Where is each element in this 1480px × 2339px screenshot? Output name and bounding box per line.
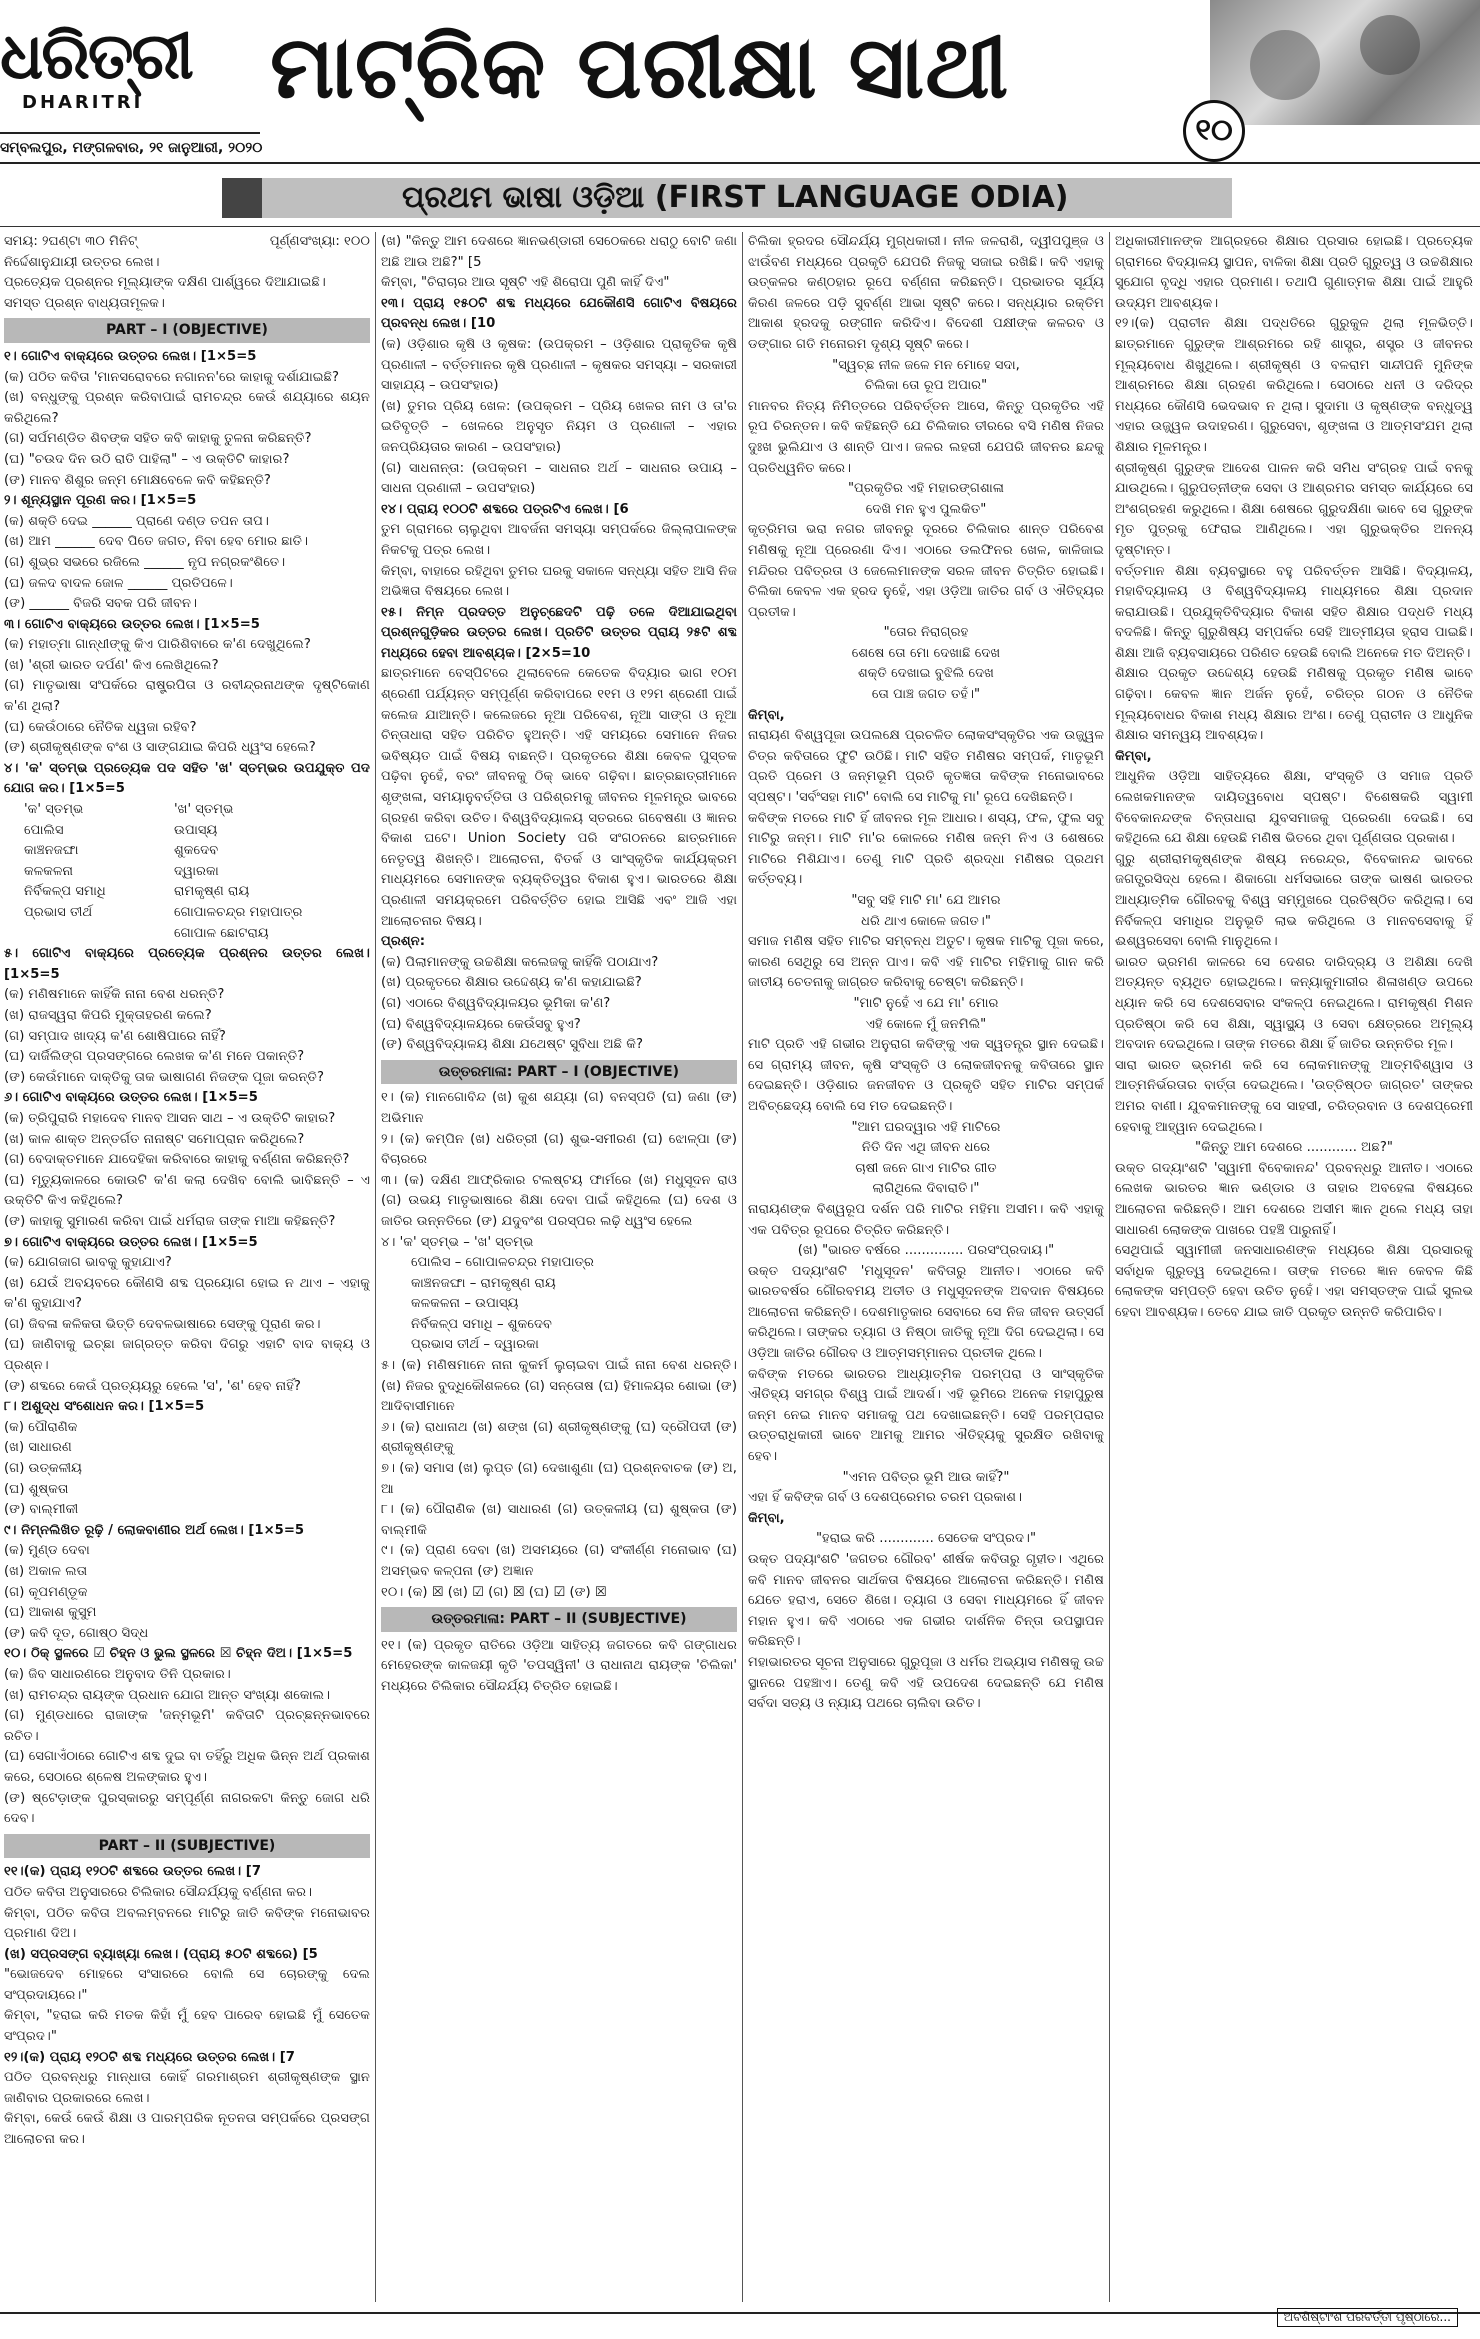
question-heading: ୪। 'କ' ସ୍ତମ୍ଭ ପ୍ରତ୍ୟେକ ପଦ ସହିତ 'ଖ' ସ୍ତମ୍ଭର ଉପଯୁକ୍ତ ପଦ ଯୋଗ କର। [1×5=5: [4, 760, 370, 797]
answer-paragraph: ମାଟି ପ୍ରତି ଏହି ଗଭୀର ଅନୁରାଗ କବିଙ୍କୁ ଏକ ସ୍ୱତନ୍ତ୍ର ସ୍ଥାନ ଦେଇଛି। ସେ ଗ୍ରାମ୍ୟ ଜୀବନ, କୃଷି ସଂସ୍କୃତି ଓ ଲୋକଜୀବନକୁ କବିତାରେ ସ୍ଥାନ ଦେଇଛନ୍ତି। ଓଡ଼ିଶାର ଜନଜୀବନ ଓ ପ୍ରକୃତି ସହିତ ମାଟିର ସମ୍ପର୍କ ଅବିଚ୍ଛେଦ୍ୟ ବୋଲି ସେ ମତ ଦେଇଛନ୍ତି।: [748, 1037, 1104, 1114]
question-item: (କ) ଓଡ଼ିଶାର କୃଷି ଓ କୃଷକ: (ଉପକ୍ରମ – ଓଡ଼ିଶାର ପ୍ରାକୃତିକ କୃଷି ପ୍ରଣାଳୀ – ବର୍ତ୍ତମାନର କୃଷି ପ୍ରଣାଳୀ – କୃଷକର ସମସ୍ୟା – ସରକାରୀ ସାହାଯ୍ୟ – ଉପସଂହାର): [381, 336, 737, 394]
or-label: କିମ୍ବା,: [1115, 748, 1152, 764]
exam-meta-row: [4, 232, 370, 253]
question-item: (ଖ) 'ଶ୍ରୀ ଭାରତ ଦର୍ପଣ' କିଏ ଲେଖିଥିଲେ?: [4, 657, 219, 673]
answer-key-heading: ଉତ୍ତରମାଳା: PART – I (OBJECTIVE): [381, 1060, 737, 1085]
answer-paragraph: କୃତ୍ରିମତା ଭରା ନଗର ଜୀବନରୁ ଦୂରରେ ଚିଲିକାର ଶାନ୍ତ ପରିବେଶ ମଣିଷକୁ ନୂଆ ପ୍ରେରଣା ଦିଏ। ଏଠାରେ ଡଲଫିନର ଖେଳ, କାଳିଜାଇ ମନ୍ଦିରର ପବିତ୍ରତା ଓ ଜେଲେମାନଙ୍କ ସରଳ ଜୀବନ ଚିତ୍ରିତ ହୋଇଛି। ଚିଲିକା କେବଳ ଏକ ହ୍ରଦ ନୁହେଁ, ଏହା ଓଡ଼ିଆ ଜାତିର ଗର୍ବ ଓ ଐତିହ୍ୟର ପ୍ରତୀକ।: [748, 522, 1104, 620]
section-title: ପ୍ରଥମ ଭାଷା ଓଡ଼ିଆ (FIRST LANGUAGE ODIA): [402, 180, 1069, 215]
question-heading: ୧। ଗୋଟିଏ ବାକ୍ୟରେ ଉତ୍ତର ଲେଖ। [1×5=5: [4, 348, 257, 364]
question-heading: ୩। ଗୋଟିଏ ବାକ୍ୟରେ ଉତ୍ତର ଲେଖ। [1×5=5: [4, 616, 260, 632]
question-item: କିମ୍ବା, ବାହାରେ ରହିଥିବା ତୁମର ଘରକୁ ସକାଳେ ସନ୍ଧ୍ୟା ସହିତ ଆସି ନିଜ ଅଭିଜ୍ଞତା ବିଷୟରେ ଲେଖ।: [381, 563, 737, 600]
answer-paragraph: ୧୨।(କ) ପ୍ରାଚୀନ ଶିକ୍ଷା ପଦ୍ଧତିରେ ଗୁରୁକୁଳ ଥିଲା ମୂଳଭିତ୍ତି। ଛାତ୍ରମାନେ ଗୁରୁଙ୍କ ଆଶ୍ରମରେ ରହି ଶାସ୍ତ୍ର, ଶସ୍ତ୍ର ଓ ଜୀବନର ମୂଲ୍ୟବୋଧ ଶିଖୁଥିଲେ। ଶ୍ରୀକୃଷ୍ଣ ଓ ବଳରାମ ସାନ୍ଦୀପନି ମୁନିଙ୍କ ଆଶ୍ରମରେ ଶିକ୍ଷା ଗ୍ରହଣ କରିଥିଲେ। ସେଠାରେ ଧନୀ ଓ ଦରିଦ୍ର ମଧ୍ୟରେ କୌଣସି ଭେଦଭାବ ନ ଥିଲା। ସୁଦାମା ଓ କୃଷ୍ଣଙ୍କ ବନ୍ଧୁତ୍ୱ ଏହାର ଉଜ୍ଜ୍ୱଳ ଉଦାହରଣ। ଗୁରୁସେବା, ଶୃଙ୍ଖଳା ଓ ଆତ୍ମସଂଯମ ଥିଲା ଶିକ୍ଷାର ମୂଳମନ୍ତ୍ର।: [1115, 316, 1473, 455]
logo-latin-text: DHARITRI: [22, 92, 144, 113]
masthead: [0, 0, 1480, 156]
logo-odia-text: ଧରିତ୍ରୀ: [0, 19, 192, 94]
answer-paragraph: ମହାଭାରତର ସୂଚନା ଅନୁସାରେ ଗୁରୁପୂଜା ଓ ଧର୍ମର ଅଭ୍ୟାସ ମଣିଷକୁ ଉଚ୍ଚ ସ୍ଥାନରେ ପହଞ୍ଚାଏ। ତେଣୁ କବି ଏହି ଉପଦେଶ ଦେଇଛନ୍ତି ଯେ ମଣିଷ ସର୍ବଦା ସତ୍ୟ ଓ ନ୍ୟାୟ ପଥରେ ଚାଲିବା ଉଚିତ।: [748, 1654, 1104, 1712]
answer-item: ୧୦। (କ) ☒ (ଖ) ☑ (ଗ) ☒ (ଘ) ☑ (ଙ) ☒: [381, 1584, 607, 1600]
match-row: [24, 882, 370, 903]
question-heading: ୧୨।(କ) ପ୍ରାୟ ୧୨୦ଟି ଶବ୍ଦ ମଧ୍ୟରେ ଉତ୍ତର ଲେଖ। [7: [4, 2049, 295, 2065]
question-item: (ଙ) ଶ୍ରୀକୃଷ୍ଣଙ୍କ ବଂଶ ଓ ସାଙ୍ଗଯାଇ କିପରି ଧ୍ୱଂସ ହେଲେ?: [4, 740, 316, 756]
question-heading: ୧୩। ପ୍ରାୟ ୧୫୦ଟି ଶବ୍ଦ ମଧ୍ୟରେ ଯେକୌଣସି ଗୋଟିଏ ବିଷୟରେ ପ୍ରବନ୍ଧ ଲେଖ। [10: [381, 295, 737, 332]
question-item: (ଙ) ______ ବିଜରି ସବକ ପରି ଜୀବନ।: [4, 596, 198, 612]
question-item: (ଙ) କାହାକୁ ସୁମାରଣ କରିବା ପାଇଁ ଧର୍ମରାଜ ତାଙ୍କ ମାଆ କହିଛନ୍ତି?: [4, 1213, 336, 1229]
question-item: (ଘ) ଜଳଦ ବାଦଳ ଜୋଳ ______ ପ୍ରତିପଳେ।: [4, 575, 233, 591]
question-item: (ଖ) "କିନ୍ତୁ ଆମ ଦେଶରେ ଜ୍ଞାନଭଣ୍ଡାରୀ ସେଠେକରେ ଧରାଠୁ ବୋଟି ଜଣା ଅଛି ଆଉ ଅଛି?" [5: [381, 234, 737, 270]
question-item: (ଘ) ଆକାଶ କୁସୁମ: [4, 1605, 97, 1621]
answer-paragraph: ଏହା ହିଁ କବିଙ୍କ ଗର୍ବ ଓ ଦେଶପ୍ରେମର ଚରମ ପ୍ରକାଶ।: [748, 1490, 1023, 1506]
answer-item: ୬। (କ) ରାଧାନାଥ (ଖ) ଶଙ୍ଖ (ଗ) ଶ୍ରୀକୃଷ୍ଣଙ୍କୁ (ଘ) ଦ୍ରୌପଦୀ (ଙ) ଶ୍ରୀକୃଷ୍ଣଙ୍କୁ: [381, 1419, 737, 1456]
section-banner: [222, 178, 1232, 218]
question-item: (କ) ଜିବ ସାଧାରଣରେ ଅନୁବାଦ ତିନି ପ୍ରକାର।: [4, 1666, 231, 1682]
question-item: (ଘ) ଜାଣିବାକୁ ଇଚ୍ଛା ଜାଗ୍ରତ୍ତ କରିବା ଦିଗରୁ ଏହାଟି ବାଦ ବାକ୍ୟ ଓ ପ୍ରଶ୍ନ।: [4, 1337, 370, 1374]
question-heading: ୬। ଗୋଟିଏ ବାକ୍ୟରେ ଉତ୍ତର ଲେଖ। [1×5=5: [4, 1090, 258, 1106]
question-heading: ୧୫। ନିମ୍ନ ପ୍ରଦତ୍ତ ଅନୁଚ୍ଛେଦଟି ପଢ଼ି ତଳେ ଦିଆଯାଇଥିବା ପ୍ରଶ୍ନଗୁଡ଼ିକର ଉତ୍ତର ଲେଖ। ପ୍ରତିଟି ଉତ୍ତର ପ୍ରାୟ ୨୫ଟି ଶବ୍ଦ ମଧ୍ୟରେ ହେବା ଆବଶ୍ୟକ। [2×5=10: [381, 604, 737, 661]
match-table: [4, 800, 370, 944]
question-heading: ୫। ଗୋଟିଏ ବାକ୍ୟରେ ପ୍ରତ୍ୟେକ ପ୍ରଶ୍ନର ଉତ୍ତର ଲେଖ। [1×5=5: [4, 946, 370, 982]
match-col-a: ପ୍ରଭାସ ତୀର୍ଥ: [24, 905, 93, 920]
exam-full-marks: ପୂର୍ଣ୍ଣସଂଖ୍ୟା: ୧୦୦: [269, 234, 370, 249]
question-heading: (ଖ) ସପ୍ରସଙ୍ଗ ବ୍ୟାଖ୍ୟା ଲେଖ। (ପ୍ରାୟ ୫୦ଟି ଶବ୍ଦରେ) [5: [4, 1946, 318, 1962]
answer-paragraph: ଗୁରୁ ଶ୍ରୀରାମକୃଷ୍ଣଙ୍କ ଶିଷ୍ୟ ନରେନ୍ଦ୍ର, ବିବେକାନନ୍ଦ ଭାବରେ ଜଗତ୍ପ୍ରସିଦ୍ଧ ହେଲେ। ଶିକାଗୋ ଧର୍ମସଭାରେ ତାଙ୍କ ଭାଷଣ ଭାରତର ଆଧ୍ୟାତ୍ମିକ ଗୌରବକୁ ବିଶ୍ୱ ସମ୍ମୁଖରେ ପ୍ରତିଷ୍ଠିତ କରିଥିଲା। ସେ ନିର୍ବିକଳ୍ପ ସମାଧିର ଅନୁଭୂତି ଲାଭ କରିଥିଲେ ଓ ମାନବସେବାକୁ ହିଁ ଈଶ୍ୱରସେବା ବୋଲି ମାନୁଥିଲେ।: [1115, 851, 1473, 950]
column-2: [381, 232, 737, 2307]
answer-item: ୪। 'କ' ସ୍ତମ୍ଭ – 'ଖ' ସ୍ତମ୍ଭ: [381, 1234, 534, 1250]
answer-paragraph: ଚିଲିକା ହ୍ରଦର ସୌନ୍ଦର୍ଯ୍ୟ ମୁଗ୍ଧକାରୀ। ନୀଳ ଜଳରାଶି, ଦ୍ୱୀପପୁଞ୍ଜ ଓ ଝାଉଁବଣ ମଧ୍ୟରେ ପ୍ରକୃତି ଯେପରି ନିଜକୁ ସଜାଇ ରଖିଛି। କବି ଏହାକୁ ଉତ୍କଳର କଣ୍ଠହାର ରୂପେ ବର୍ଣ୍ଣନା କରିଛନ୍ତି। ପ୍ରଭାତର ସୂର୍ଯ୍ୟ କିରଣ ଜଳରେ ପଡ଼ି ସୁବର୍ଣ୍ଣ ଆଭା ସୃଷ୍ଟି କରେ। ସନ୍ଧ୍ୟାର ରକ୍ତିମ ଆକାଶ ହ୍ରଦକୁ ରଙ୍ଗୀନ କରିଦିଏ। ବିଦେଶୀ ପକ୍ଷୀଙ୍କ କଳରବ ଓ ଡଙ୍ଗାର ଗତି ମନୋରମ ଦୃଶ୍ୟ ସୃଷ୍ଟି କରେ।: [748, 234, 1104, 352]
answer-key-heading: ଉତ୍ତରମାଳା: PART – II (SUBJECTIVE): [381, 1607, 737, 1632]
match-row: [24, 800, 370, 821]
question-heading: ୧୧।(କ) ପ୍ରାୟ ୧୨୦ଟି ଶବ୍ଦରେ ଉତ୍ତର ଲେଖ। [7: [4, 1864, 261, 1880]
match-row: [24, 924, 370, 945]
question-item: କିମ୍ବା, "ହରାଇ କରି ମତକ କିହାଁ ମୁଁ ହେବ ପାରେବ ହୋଇଛି ମୁଁ ସେତେକ ସଂପ୍ରଦ।": [4, 2008, 370, 2045]
answer-paragraph: ନାରାୟଣ ବିଶ୍ୱପୂଜା ଉପଲକ୍ଷେ ପ୍ରଚଳିତ ଲୋକସଂସ୍କୃତିର ଏକ ଉଜ୍ଜ୍ୱଳ ଚିତ୍ର କବିତାରେ ଫୁଟି ଉଠିଛି। ମାଟି ସହିତ ମଣିଷର ସମ୍ପର୍କ, ମାତୃଭୂମି ପ୍ରତି ପ୍ରେମ ଓ ଜନ୍ମଭୂମି ପ୍ରତି କୃତଜ୍ଞତା କବିଙ୍କ ମନୋଭାବରେ ସ୍ପଷ୍ଟ। 'ସର୍ବଂସହା ମାଟି' ବୋଲି ସେ ମାଟିକୁ ମା' ରୂପେ ଦେଖିଛନ୍ତି।: [748, 728, 1104, 806]
answer-item: ୯। (କ) ପ୍ରାଣ ଦେବା (ଖ) ଅସମୟରେ (ଗ) ସଂକୀର୍ଣ୍ଣ ମନୋଭାବ (ଘ) ଅସମ୍ଭବ କଳ୍ପନା (ଙ) ଅଜ୍ଞାନ: [381, 1543, 737, 1579]
question-item: (ଖ) ସାଧାରଣ: [4, 1440, 72, 1456]
dateline-divider: [0, 162, 1480, 164]
supplement-title: ମାଟ୍ରିକ ପରୀକ୍ଷା ସାଥୀ: [270, 18, 1010, 118]
match-col-a: 'କ' ସ୍ତମ୍ଭ: [24, 802, 84, 818]
question-item: ତୁମ ଗ୍ରାମରେ ଚାଲୁଥିବା ଆବର୍ଜନା ସମସ୍ୟା ସମ୍ପର୍କରେ ଜିଲ୍ଲାପାଳଙ୍କ ନିକଟକୁ ପତ୍ର ଲେଖ।: [381, 522, 737, 558]
answer-item: ୧। (କ) ମାନଗୋବିନ୍ଦ (ଖ) କୁଶ ଶଯ୍ୟା (ଗ) ବନସ୍ପତି (ଘ) ଜଣା (ଙ) ଅଭିମାନ: [381, 1090, 737, 1126]
answer-paragraph: ସେଥିପାଇଁ ସ୍ୱାମୀଜୀ ଜନସାଧାରଣଙ୍କ ମଧ୍ୟରେ ଶିକ୍ଷା ପ୍ରସାରକୁ ସର୍ବାଧିକ ଗୁରୁତ୍ୱ ଦେଇଥିଲେ। ତାଙ୍କ ମତରେ ଜ୍ଞାନ କେବଳ କିଛି ଲୋକଙ୍କ ସମ୍ପତ୍ତି ହେବା ଉଚିତ ନୁହେଁ। ଏହା ସମସ୍ତଙ୍କ ପାଇଁ ସୁଲଭ ହେବା ଆବଶ୍ୟକ। ତେବେ ଯାଇ ଜାତି ପ୍ରକୃତ ଉନ୍ନତି କରିପାରିବ।: [1115, 1243, 1473, 1320]
question-item: (କ) ପିଲାମାନଙ୍କୁ ଉଚ୍ଚଶିକ୍ଷା କଲେଜକୁ କାହିଁକି ପଠାଯାଏ?: [381, 954, 659, 970]
question-item: (କ) ଯୋଗଜାଗ ଭାବକୁ କୁହାଯାଏ?: [4, 1255, 172, 1271]
question-heading: ୧୦। ଠିକ୍ ସ୍ଥଳରେ ☑ ଚିହ୍ନ ଓ ଭୁଲ ସ୍ଥଳରେ ☒ ଚିହ୍ନ ଦିଅ। [1×5=5: [4, 1646, 353, 1662]
answer-paragraph: ଶିକ୍ଷାର ପ୍ରକୃତ ଉଦ୍ଦେଶ୍ୟ ହେଉଛି ମଣିଷକୁ ପ୍ରକୃତ ମଣିଷ ଭାବେ ଗଢ଼ିବା। କେବଳ ଜ୍ଞାନ ଅର୍ଜନ ନୁହେଁ, ଚରିତ୍ର ଗଠନ ଓ ନୈତିକ ମୂଲ୍ୟବୋଧର ବିକାଶ ମଧ୍ୟ ଶିକ୍ଷାର ଅଂଶ। ତେଣୁ ପ୍ରାଚୀନ ଓ ଆଧୁନିକ ଶିକ୍ଷାର ସମନ୍ୱୟ ଆବଶ୍ୟକ।: [1115, 666, 1473, 744]
section-banner-block: [222, 178, 262, 218]
verse-quote: (ଖ) "ଭାରତ ବର୍ଷରେ .............. ପରସଂପ୍ରଦାୟ।": [797, 1243, 1055, 1259]
answer-paragraph: ୧୧। (କ) ପ୍ରକୃତ ରାତିରେ ଓଡ଼ିଆ ସାହିତ୍ୟ ଜଗତରେ କବି ଗଙ୍ଗାଧର ମେହେରଙ୍କ କାଳଜୟୀ କୃତି 'ତପସ୍ୱିନୀ' ଓ ରାଧାନାଥ ରାୟଙ୍କ 'ଚିଲିକା' ମଧ୍ୟରେ ଚିଲିକାର ସୌନ୍ଦର୍ଯ୍ୟ ଚିତ୍ରିତ ହୋଇଛି।: [381, 1637, 737, 1694]
match-row: [24, 862, 370, 883]
verse-quote: "ପ୍ରକୃତିର ଏହି ମହାରଙ୍ଗଶାଳା ଦେଖି ମନ ହୁଏ ପୁଲକିତ": [847, 481, 1005, 517]
question-item: (ଙ) ଶବ୍ଦରେ କେଉଁ ପ୍ରତ୍ୟୟରୁ ହେଲେ 'ସ', 'ଶ' ହେବ ନାହିଁ?: [4, 1378, 301, 1394]
answer-paragraph: ଉକ୍ତ ପଦ୍ୟାଂଶଟି 'ଜଗତର ଗୌରବ' ଶୀର୍ଷକ କବିତାରୁ ଗୃହୀତ। ଏଥିରେ କବି ମାନବ ଜୀବନର ସାର୍ଥକତା ବିଷୟରେ ଆଲୋଚନା କରିଛନ୍ତି। ମଣିଷ ଯେତେ ହରାଏ, ସେତେ ଶିଖେ। ତ୍ୟାଗ ଓ ସେବା ମାଧ୍ୟମରେ ହିଁ ଜୀବନ ମହାନ ହୁଏ। କବି ଏଠାରେ ଏକ ଗଭୀର ଦାର୍ଶନିକ ଚିନ୍ତା ଉପସ୍ଥାପନ କରିଛନ୍ତି।: [748, 1552, 1104, 1650]
question-heading: ୧୪। ପ୍ରାୟ ୧୦୦ଟି ଶବ୍ଦରେ ପତ୍ରଟିଏ ଲେଖ। [6: [381, 501, 629, 517]
question-item: (ଗ) ମାତୃଭାଷା ସଂପର୍କରେ ରାଷ୍ଟ୍ରପିତା ଓ ରବୀନ୍ଦ୍ରନାଥଙ୍କ ଦୃଷ୍ଟିକୋଣ କ'ଣ ଥିଲା?: [4, 678, 370, 715]
match-col-b: 'ଖ' ସ୍ତମ୍ଭ: [174, 802, 234, 818]
match-row: [24, 821, 370, 842]
question-item: ପଠିତ କବିତା ଅନୁସାରରେ ଚିଲିକାର ସୌନ୍ଦର୍ଯ୍ୟକୁ ବର୍ଣ୍ଣନା କର।: [4, 1884, 313, 1900]
answer-item: କାଞ୍ଚନଜଙ୍ଘା – ରାମକୃଷ୍ଣ ରାୟ: [411, 1275, 556, 1291]
question-item: (ଗ) ସମ୍ପାଦ ଖାଦ୍ୟ କ'ଣ ଶୋଷିପାରେ ନାହିଁ?: [4, 1028, 226, 1044]
answer-paragraph: ଶ୍ରୀକୃଷ୍ଣ ଗୁରୁଙ୍କ ଆଦେଶ ପାଳନ କରି ସମିଧ ସଂଗ୍ରହ ପାଇଁ ବନକୁ ଯାଉଥିଲେ। ଗୁରୁପତ୍ନୀଙ୍କ ସେବା ଓ ଆଶ୍ରମର ସମସ୍ତ କାର୍ଯ୍ୟରେ ସେ ଅଂଶଗ୍ରହଣ କରୁଥିଲେ। ଶିକ୍ଷା ଶେଷରେ ଗୁରୁଦକ୍ଷିଣା ଭାବେ ସେ ଗୁରୁଙ୍କ ମୃତ ପୁତ୍ରକୁ ଫେରାଇ ଆଣିଥିଲେ। ଏହା ଗୁରୁଭକ୍ତିର ଅନନ୍ୟ ଦୃଷ୍ଟାନ୍ତ।: [1115, 460, 1473, 558]
question-item: (ଘ) ମୃତ୍ୟୁକାଳରେ କୋଉଟି କ'ଣ କଲା ଦେଖିବ ବୋଲି ଭାବିଛନ୍ତି – ଏ ଉକ୍ତିଟି କିଏ କହିଥିଲେ?: [4, 1172, 370, 1209]
question-item: (ଗ) ଜିବଳା କଳିକତା ଭିତ୍ତି ଦେବଳଭାଷାରେ ସେଙ୍କୁ ପୂରାଣ କର।: [4, 1316, 321, 1332]
question-item: (କ) ମଣିଷମାନେ କାହିଁକି ନାନା ବେଶ ଧରନ୍ତି?: [4, 987, 225, 1003]
match-col-b: ଉପାସ୍ୟ: [174, 822, 218, 838]
question-item: (କ) ତ୍ରିପୁରାରି ମହାଦେବ ମାନବ ଆସନ ସାଥ – ଏ ଉକ୍ତିଟି କାହାର?: [4, 1110, 336, 1126]
answer-item: ୨। (କ) କମ୍ପିନ (ଖ) ଧରିତ୍ରୀ (ଗ) ଶୁଭ-ସମୀରଣ (ଘ) ଝୋଳ୍ପା (ଙ) ବିଚାରରେ: [381, 1131, 737, 1168]
match-col-a: କଳକଳନା: [24, 863, 74, 879]
match-col-a: [24, 924, 174, 945]
verse-quote: "ଆମ ଘରଦ୍ୱାର ଏହି ମାଟିରେ ନିତି ଦିନ ଏଥି ଜୀବନ ଧରେ ଚାଷୀ ଜନେ ଗାଏ ମାଟିର ଗୀତ ଲାଗିଥିଲେ ଦିବାରାତି।": [851, 1119, 1001, 1197]
bottom-divider: [0, 2312, 1480, 2314]
question-heading: ୮। ଅଶୁଦ୍ଧ ସଂଶୋଧନ କର। [1×5=5: [4, 1399, 205, 1415]
verse-quote: "ଏମନ ପବିତ୍ର ଭୂମି ଆଉ କାହିଁ?": [842, 1469, 1010, 1485]
dateline: ସମ୍ବଲପୁର, ମଙ୍ଗଳବାର, ୨୧ ଜାନୁଆରୀ, ୨୦୨୦: [0, 140, 263, 156]
question-item: କିମ୍ବା, କେଉଁ କେଉଁ ଶିକ୍ଷା ଓ ପାରମ୍ପରିକ ନୂତନତା ସମ୍ପର୍କରେ ପ୍ରସଙ୍ଗ ଆଲୋଚନା କର।: [4, 2111, 370, 2148]
question-item: (ଖ) ଯେଉଁ ଅବୟବରେ କୌଣସି ଶବ୍ଦ ପ୍ରୟୋଗ ହୋଇ ନ ଥାଏ – ଏହାକୁ କ'ଣ କୁହାଯାଏ?: [4, 1275, 370, 1312]
question-item: (ଘ) ଦାର୍ଜିଲିଙ୍ଗ ପ୍ରସଙ୍ଗରେ ଲେଖକ କ'ଣ ମନେ ପକାନ୍ତି?: [4, 1049, 305, 1065]
instruction-line: ନିର୍ଦ୍ଦେଶାନୁଯାୟୀ ଉତ୍ତର ଲେଖ।: [4, 254, 160, 270]
answer-item: ପ୍ରଭାସ ତୀର୍ଥ – ଦ୍ୱାରକା: [411, 1337, 539, 1353]
column-divider: [375, 232, 376, 2302]
or-label: କିମ୍ବା,: [748, 707, 785, 723]
match-col-a: କାଞ୍ଚନଜଙ୍ଘା: [24, 843, 79, 859]
question-item: (ଖ) ପ୍ରକୃତରେ ଶିକ୍ଷାର ଉଦ୍ଦେଶ୍ୟ କ'ଣ କହାଯାଇଛି?: [381, 975, 642, 991]
passage-text: ଛାତ୍ରମାନେ ବେସ୍ପିଟରେ ଥିଲାବେଳେ କେତେକ ବିଦ୍ୟାର ଭାଗ ୧୦ମ ଶ୍ରେଣୀ ପର୍ଯ୍ୟନ୍ତ ସମ୍ପୂର୍ଣ୍ଣ କରିବାପରେ ୧୧ମ ଓ ୧୨ମ ଶ୍ରେଣୀ ପାଇଁ କଲେଜ ଯାଆନ୍ତି। କଲେଜରେ ନୂଆ ପରିବେଶ, ନୂଆ ସାଙ୍ଗ ଓ ନୂଆ ଚିନ୍ତାଧାରା ସହିତ ପରିଚିତ ହୁଅନ୍ତି। ଏହି ସମୟରେ ସେମାନେ ନିଜର ଭବିଷ୍ୟତ ପାଇଁ ବିଷୟ ବାଛନ୍ତି। ପ୍ରକୃତରେ ଶିକ୍ଷା କେବଳ ପୁସ୍ତକ ପଢ଼ିବା ନୁହେଁ, ବରଂ ଜୀବନକୁ ଠିକ୍ ଭାବେ ଗଢ଼ିବା। ଛାତ୍ରଛାତ୍ରୀମାନେ ଶୃଙ୍ଖଳା, ସମୟାନୁବର୍ତ୍ତିତା ଓ ପରିଶ୍ରମକୁ ଜୀବନର ମୂଳମନ୍ତ୍ର ଭାବରେ ଗ୍ରହଣ କରିବା ଉଚିତ। ବିଶ୍ୱବିଦ୍ୟାଳୟ ସ୍ତରରେ ଗବେଷଣା ଓ ଜ୍ଞାନର ବିକାଶ ଘଟେ। Union Society ପରି ସଂଗଠନରେ ଛାତ୍ରମାନେ ନେତୃତ୍ୱ ଶିଖନ୍ତି। ଆଲୋଚନା, ବିତର୍କ ଓ ସାଂସ୍କୃତିକ କାର୍ଯ୍ୟକ୍ରମ ମାଧ୍ୟମରେ ସେମାନଙ୍କ ବ୍ୟକ୍ତିତ୍ୱର ବିକାଶ ହୁଏ। ଭାରତରେ ଶିକ୍ଷା ପ୍ରଣାଳୀ ସମୟକ୍ରମେ ପରିବର୍ତ୍ତିତ ହୋଇ ଆସିଛି ଏବଂ ଆଜି ଏହା ଆଲୋଚନାର ବିଷୟ।: [381, 666, 737, 929]
match-col-b: ଦ୍ୱାରକା: [174, 863, 219, 879]
or-label: କିମ୍ବା,: [748, 1510, 785, 1526]
newspaper-logo: [0, 19, 210, 134]
exam-time: ସମୟ: ୨ଘଣ୍ଟା ୩୦ ମିନିଟ୍: [4, 234, 138, 249]
question-item: (ଙ) କେଉଁମାନେ ଦାକ୍ତିକୁ ତାକ ଭାଷାଗଣ ନିଜଙ୍କ ପୂଜା କରନ୍ତି?: [4, 1069, 324, 1085]
question-item: (ଘ) ସେଗାଏଁଠାରେ ଗୋଟିଏ ଶବ୍ଦ ଦୁଇ ବା ତହିଁରୁ ଅଧିକ ଭିନ୍ନ ଅର୍ଥ ପ୍ରକାଶ କରେ, ସେଠାରେ ଶ୍ଳେଷ ଅଳଙ୍କାର ହୁଏ।: [4, 1749, 370, 1785]
match-col-b: ରାମକୃଷ୍ଣ ରାୟ: [174, 884, 250, 900]
answer-paragraph: ବର୍ତ୍ତମାନ ଶିକ୍ଷା ବ୍ୟବସ୍ଥାରେ ବହୁ ପରିବର୍ତ୍ତନ ଆସିଛି। ବିଦ୍ୟାଳୟ, ମହାବିଦ୍ୟାଳୟ ଓ ବିଶ୍ୱବିଦ୍ୟାଳୟ ମାଧ୍ୟମରେ ଶିକ୍ଷା ପ୍ରଦାନ କରାଯାଉଛି। ପ୍ରଯୁକ୍ତିବିଦ୍ୟାର ବିକାଶ ସହିତ ଶିକ୍ଷାର ପଦ୍ଧତି ମଧ୍ୟ ବଦଳିଛି। କିନ୍ତୁ ଗୁରୁଶିଷ୍ୟ ସମ୍ପର୍କର ସେହି ଆତ୍ମୀୟତା ହ୍ରାସ ପାଇଛି। ଶିକ୍ଷା ଆଜି ବ୍ୟବସାୟରେ ପରିଣତ ହେଉଛି ବୋଲି ଅନେକେ ମତ ଦିଅନ୍ତି।: [1115, 563, 1473, 661]
answer-item: ୮। (କ) ପୌରାଣିକ (ଖ) ସାଧାରଣ (ଗ) ଉତ୍କଳୀୟ (ଘ) ଶୁଷ୍କତା (ଙ) ବାଲ୍ମୀକି: [381, 1502, 737, 1538]
part-heading: PART – II (SUBJECTIVE): [4, 1834, 370, 1859]
match-col-b: ଗୋପାଳଚନ୍ଦ୍ର ମହାପାତ୍ର: [174, 905, 303, 920]
match-col-b: ଶୁକଦେବ: [174, 843, 219, 859]
verse-quote: "କିନ୍ତୁ ଆମ ଦେଶରେ ............ ଅଛ?": [1195, 1140, 1393, 1156]
match-row: [24, 841, 370, 862]
verse-quote: "ସ୍ୱଚ୍ଛ ନୀଳ ଜଳେ ମନ ମୋହେ ସଦା, ଚିଲିକା ତୋ ରୂପ ଅପାର": [832, 357, 1020, 394]
logo-divider: [0, 132, 260, 134]
question-item: (ଙ) କବି ଦୂତ, ଗୋଷ୍ଠ ସିଦ୍ଧ: [4, 1625, 149, 1641]
students-exam-photo: [1210, 0, 1480, 125]
match-row: [24, 903, 370, 924]
column-4: [1115, 232, 1473, 2292]
question-item: (ଙ) ବିଶ୍ୱବିଦ୍ୟାଳୟ ଶିକ୍ଷା ଯଥେଷ୍ଟ ସୁବିଧା ଅଛି କି?: [381, 1037, 643, 1053]
column-divider: [1109, 232, 1110, 2302]
answer-paragraph: କବିଙ୍କ ମତରେ ଭାରତର ଆଧ୍ୟାତ୍ମିକ ପରମ୍ପରା ଓ ସାଂସ୍କୃତିକ ଐତିହ୍ୟ ସମଗ୍ର ବିଶ୍ୱ ପାଇଁ ଆଦର୍ଶ। ଏହି ଭୂମିରେ ଅନେକ ମହାପୁରୁଷ ଜନ୍ମ ନେଇ ମାନବ ସମାଜକୁ ପଥ ଦେଖାଇଛନ୍ତି। ସେହି ପରମ୍ପରାର ଉତ୍ତରାଧିକାରୀ ଭାବେ ଆମକୁ ଆମର ଐତିହ୍ୟକୁ ସୁରକ୍ଷିତ ରଖିବାକୁ ହେବ।: [748, 1366, 1104, 1465]
answer-paragraph: ଭାରତ ଭ୍ରମଣ କାଳରେ ସେ ଦେଶର ଦାରିଦ୍ର୍ୟ ଓ ଅଶିକ୍ଷା ଦେଖି ଅତ୍ୟନ୍ତ ବ୍ୟଥିତ ହୋଇଥିଲେ। କନ୍ୟାକୁମାରୀର ଶିଳାଖଣ୍ଡ ଉପରେ ଧ୍ୟାନ କରି ସେ ଦେଶସେବାର ସଂକଳ୍ପ ନେଇଥିଲେ। ରାମକୃଷ୍ଣ ମିଶନ ପ୍ରତିଷ୍ଠା କରି ସେ ଶିକ୍ଷା, ସ୍ୱାସ୍ଥ୍ୟ ଓ ସେବା କ୍ଷେତ୍ରରେ ଅମୂଲ୍ୟ ଅବଦାନ ଦେଇଥିଲେ। ତାଙ୍କ ମତରେ ଶିକ୍ଷା ହିଁ ଜାତିର ଉନ୍ନତିର ମୂଳ।: [1115, 954, 1473, 1053]
column-divider: [742, 232, 743, 2302]
question-item: (ଗ) ମୁଣ୍ଡଧାରେ ରାଜାଙ୍କ 'ଜନ୍ମଭୂମି' କବିତାଟି ପ୍ରଚ୍ଛନ୍ନଭାବରେ ରଚିତ।: [4, 1708, 370, 1744]
verse-quote: "ମାଟି ନୁହେଁ ଏ ଯେ ମା' ମୋର ଏହି କୋଳେ ମୁଁ ଜନମିଲି": [853, 995, 999, 1032]
continued-note: ଅବଶିଷ୍ଟାଂଶ ପରବର୍ତ୍ତୀ ପୃଷ୍ଠାରେ...: [1277, 2308, 1458, 2327]
question-item: (ଖ) ଆମ ______ ଦେବ ପିତେ ଜଗତ, ନିବା ହେବ ମୋର ଛାତି।: [4, 534, 309, 550]
answer-paragraph: ନାରାୟଣଙ୍କ ବିଶ୍ୱରୂପ ଦର୍ଶନ ପରି ମାଟିର ମହିମା ଅସୀମ। କବି ଏହାକୁ ଏକ ପବିତ୍ର ରୂପରେ ଚିତ୍ରିତ କରିଛନ୍ତି।: [748, 1201, 1104, 1238]
question-item: (ଗ) ଶୁଭ୍ର ସଭରେ ରଜିଲେ ______ ନୃପ ନଗ୍ରକଂଶିତେ।: [4, 554, 286, 570]
question-heading: ୯। ନିମ୍ନଲିଖିତ ରୂଢ଼ି / ଲୋକବାଣୀର ଅର୍ଥ ଲେଖ। [1×5=5: [4, 1522, 305, 1538]
instruction-line: ସମସ୍ତ ପ୍ରଶ୍ନ ବାଧ୍ୟତାମୂଳକ।: [4, 295, 165, 311]
question-item: (ଖ) ଅକାଳ ଲତା: [4, 1564, 88, 1579]
answer-item: ନିର୍ବିକଳ୍ପ ସମାଧି – ଶୁକଦେବ: [411, 1316, 553, 1332]
question-item: କିମ୍ବା, ପଠିତ କବିତା ଅବଲମ୍ବନରେ ମାଟିରୁ ଜାତି କବିଙ୍କ ମନୋଭାବର ପ୍ରମାଣ ଦିଅ।: [4, 1905, 370, 1942]
question-item: (ଗ) ସର୍ପମଣ୍ଡିତ ଶିବଙ୍କ ସହିତ କବି କାହାକୁ ତୁଳନା କରିଛନ୍ତି?: [4, 431, 312, 447]
question-item: (କ) ପୌରାଣିକ: [4, 1419, 78, 1435]
answer-item: କଳକଳନା – ଉପାସ୍ୟ: [411, 1296, 519, 1312]
question-item: "ଭୋଜଦେବ ମୋହରେ ସଂସାରରେ ବୋଲି ସେ ଚୋରଙ୍କୁ ଦେଲ ସଂପ୍ରଦାୟରେ।": [4, 1967, 370, 2003]
answer-paragraph: ମାନବର ନିତ୍ୟ ନିମିତ୍ତରେ ପରିବର୍ତ୍ତନ ଆସେ, କିନ୍ତୁ ପ୍ରକୃତିର ଏହି ରୂପ ଚିରନ୍ତନ। କବି କହିଛନ୍ତି ଯେ ଚିଲିକାର ତୀରରେ ବସି ମଣିଷ ନିଜର ଦୁଃଖ ଭୁଲିଯାଏ ଓ ଶାନ୍ତି ପାଏ। ଜଳର ଲହରୀ ଯେପରି ଜୀବନର ଛନ୍ଦକୁ ପ୍ରତିଧ୍ୱନିତ କରେ।: [748, 398, 1104, 476]
question-item: (ଙ) ମାନବ ଶିଶୁର ଜନ୍ମ ମୋକ୍ଷବେଳେ କବି କହିଛନ୍ତି?: [4, 472, 271, 488]
verse-quote: "ହରାଇ କରି ............. ସେତେକ ସଂପ୍ରଦ।": [815, 1531, 1037, 1547]
answer-paragraph: ଆଧୁନିକ ଓଡ଼ିଆ ସାହିତ୍ୟରେ ଶିକ୍ଷା, ସଂସ୍କୃତି ଓ ସମାଜ ପ୍ରତି ଲେଖକମାନଙ୍କ ଦାୟିତ୍ୱବୋଧ ସ୍ପଷ୍ଟ। ବିଶେଷକରି ସ୍ୱାମୀ ବିବେକାନନ୍ଦଙ୍କ ଚିନ୍ତାଧାରା ଯୁବସମାଜକୁ ପ୍ରେରଣା ଦେଇଛି। ସେ କହିଥିଲେ ଯେ ଶିକ୍ଷା ହେଉଛି ମଣିଷ ଭିତରେ ଥିବା ପୂର୍ଣ୍ଣତାର ପ୍ରକାଶ।: [1115, 769, 1473, 847]
question-item: (ଗ) ସାଧନାନ୍ତା: (ଉପକ୍ରମ – ସାଧନାର ଅର୍ଥ – ସାଧନାର ଉପାୟ – ସାଧନା ପ୍ରଣାଳୀ – ଉପସଂହାର): [381, 460, 737, 497]
question-item: ପଠିତ ପ୍ରବନ୍ଧରୁ ମାନ୍ଧାତା କୋହିଁ ଗରମାଶ୍ରମ ଶ୍ରୀକୃଷ୍ଣଙ୍କ ସ୍ଥାନ ଜାଣିବାର ପ୍ରକାରରେ ଲେଖ।: [4, 2070, 370, 2106]
answer-paragraph: ଉକ୍ତ ଗଦ୍ୟାଂଶଟି 'ସ୍ୱାମୀ ବିବେକାନନ୍ଦ' ପ୍ରବନ୍ଧରୁ ଆନୀତ। ଏଠାରେ ଲେଖକ ଭାରତର ଜ୍ଞାନ ଭଣ୍ଡାର ଓ ତାହାର ଅବହେଳା ବିଷୟରେ ଆଲୋଚନା କରିଛନ୍ତି। ଆମ ଦେଶରେ ଅସୀମ ଜ୍ଞାନ ଥିଲେ ମଧ୍ୟ ତାହା ସାଧାରଣ ଲୋକଙ୍କ ପାଖରେ ପହଞ୍ଚି ପାରୁନାହିଁ।: [1115, 1160, 1473, 1238]
instruction-line: ପ୍ରତ୍ୟେକ ପ୍ରଶ୍ନର ମୂଲ୍ୟାଙ୍କ ଦକ୍ଷିଣ ପାର୍ଶ୍ୱରେ ଦିଆଯାଇଛି।: [4, 275, 326, 291]
answer-paragraph: ଅଧିକାରୀମାନଙ୍କ ଆଗ୍ରହରେ ଶିକ୍ଷାର ପ୍ରସାର ହୋଇଛି। ପ୍ରତ୍ୟେକ ଗ୍ରାମରେ ବିଦ୍ୟାଳୟ ସ୍ଥାପନ, ବାଳିକା ଶିକ୍ଷା ପ୍ରତି ଗୁରୁତ୍ୱ ଓ ଉଚ୍ଚଶିକ୍ଷାର ସୁଯୋଗ ବୃଦ୍ଧି ଏହାର ପ୍ରମାଣ। ତଥାପି ଗୁଣାତ୍ମକ ଶିକ୍ଷା ପାଇଁ ଆହୁରି ଉଦ୍ୟମ ଆବଶ୍ୟକ।: [1115, 234, 1473, 311]
issue-number-badge: ୧୦: [1183, 100, 1245, 162]
answer-item: ପୋଲିସ – ଗୋପାଳଚନ୍ଦ୍ର ମହାପାତ୍ର: [411, 1255, 594, 1271]
question-item: (ଗ) କୂପମଣ୍ଡୂକ: [4, 1584, 88, 1600]
questions-label: ପ୍ରଶ୍ନ:: [381, 934, 426, 950]
column-1: [4, 232, 370, 2307]
answer-item: ୫। (କ) ମଣିଷମାନେ ନାନା କୁକର୍ମ ଲୁଚାଇବା ପାଇଁ ନାନା ବେଶ ଧରନ୍ତି। (ଖ) ନିଜର ବୁଦ୍ଧିକୌଶଳରେ (ଗ) ସନ୍ତୋଷ (ଘ) ହିମାଳୟର ଶୋଭା (ଙ) ଆଦିବାସୀମାନେ: [381, 1358, 737, 1415]
question-item: (ଗ) ବେଦାକ୍ତମାନେ ଯାଦେହିକା କରିବାରେ କାହାକୁ ବର୍ଣ୍ଣନା କରିଛନ୍ତି?: [4, 1152, 350, 1168]
match-col-a: ନିର୍ବିକଳ୍ପ ସମାଧି: [24, 884, 106, 900]
question-heading: ୭। ଗୋଟିଏ ବାକ୍ୟରେ ଉତ୍ତର ଲେଖ। [1×5=5: [4, 1234, 258, 1250]
column-3: [748, 232, 1104, 2307]
question-item: (ଖ) ବନ୍ଧୁଙ୍କୁ ପ୍ରଶ୍ନ କରିବାପାଇଁ ରାମଚନ୍ଦ୍ର କେଉଁ ଶଯ୍ୟାରେ ଶୟନ କରିଥିଲେ?: [4, 390, 370, 426]
question-item: କିମ୍ବା, "ଚିରାଚାର ଆଉ ସୃଷ୍ଟି ଏହି ଶିରୋପା ପୁଣି କାହିଁ ଦିଏ": [381, 275, 670, 291]
answer-paragraph: ଉକ୍ତ ପଦ୍ୟାଂଶଟି 'ମଧୁସୂଦନ' କବିତାରୁ ଆନୀତ। ଏଠାରେ କବି ଭାରତବର୍ଷର ଗୌରବମୟ ଅତୀତ ଓ ମଧୁସୂଦନଙ୍କ ଅବଦାନ ବିଷୟରେ ଆଲୋଚନା କରିଛନ୍ତି। ଦେଶମାତୃକାର ସେବାରେ ସେ ନିଜ ଜୀବନ ଉତ୍ସର୍ଗ କରିଥିଲେ। ତାଙ୍କର ତ୍ୟାଗ ଓ ନିଷ୍ଠା ଜାତିକୁ ନୂଆ ଦିଗ ଦେଇଥିଲା। ସେ ଓଡ଼ିଆ ଜାତିର ଗୌରବ ଓ ଆତ୍ମସମ୍ମାନର ପ୍ରତୀକ ଥିଲେ।: [748, 1263, 1104, 1362]
question-item: (କ) ମହାତ୍ମା ଗାନ୍ଧୀଙ୍କୁ କିଏ ପାରିଶିବାରେ କ'ଣ ଦେଖୁଥିଲେ?: [4, 637, 311, 653]
part-heading: PART – I (OBJECTIVE): [4, 318, 370, 343]
answer-item: ୩। (କ) ଦକ୍ଷିଣ ଆଫ୍ରିକାର ଟଲଷ୍ଟୟ ଫାର୍ମରେ (ଖ) ମଧୁସୂଦନ ରାଓ (ଗ) ଉଭୟ ମାତୃଭାଷାରେ ଶିକ୍ଷା ଦେବା ପାଇଁ କହିଥିଲେ (ଘ) ଦେଶ ଓ ଜାତିର ଉନ୍ନତିରେ (ଙ) ଯଦୁବଂଶ ପରସ୍ପର ଲଢ଼ି ଧ୍ୱଂସ ହେଲେ: [381, 1172, 737, 1229]
question-item: (ଘ) "ଚଉଦ ଦିନ ଉଠି ରାତି ପାହିଲା" – ଏ ଉକ୍ତିଟି କାହାର?: [4, 451, 290, 467]
answer-paragraph: କବିଙ୍କ ମତରେ ମାଟି ହିଁ ଜୀବନର ମୂଳ ଆଧାର। ଶସ୍ୟ, ଫଳ, ଫୁଲ ସବୁ ମାଟିରୁ ଜନ୍ମ। ମାଟି ମା'ର କୋଳରେ ମଣିଷ ଜନ୍ମ ନିଏ ଓ ଶେଷରେ ମାଟିରେ ମିଶିଯାଏ। ତେଣୁ ମାଟି ପ୍ରତି ଶ୍ରଦ୍ଧା ମଣିଷର ପ୍ରଥମ କର୍ତ୍ତବ୍ୟ।: [748, 810, 1104, 888]
verse-quote: "ତୋର ନିରାଗ୍ରହ ଶେଷେ ତୋ ମୋ ଦେଖାଛି ଦେଖ ଶକ୍ତି ଦେଖାଇ ବୁଝିଲି ଦେଖ ତୋ ପାଞ୍ଚ ଜଗତ ତହଁ।": [851, 625, 1001, 703]
question-item: (ଙ) ବାଲ୍ମୀକୀ: [4, 1502, 79, 1518]
question-item: (ଖ) ରାଜସ୍ୱରା କିପରି ମୁକ୍ତାହରଣ କଲେ?: [4, 1007, 212, 1023]
question-item: (କ) ମୁଣ୍ଡ ଦେବା: [4, 1543, 90, 1559]
match-col-a: ପୋଲିସ: [24, 822, 64, 838]
question-item: (ଗ) ଏଠାରେ ବିଶ୍ୱବିଦ୍ୟାଳୟର ଭୂମିକା କ'ଣ?: [381, 995, 611, 1011]
question-item: (ଘ) କେଉଁଠାରେ ନୈତିକ ଧ୍ୱଜା ରହିବ?: [4, 719, 197, 735]
answer-paragraph: ସମାଜ ମଣିଷ ସହିତ ମାଟିର ସମ୍ବନ୍ଧ ଅତୁଟ। କୃଷକ ମାଟିକୁ ପୂଜା କରେ, କାରଣ ସେଥିରୁ ସେ ଅନ୍ନ ପାଏ। କବି ଏହି ମାଟିର ମହିମାକୁ ଗାନ କରି ଜାତୀୟ ଚେତନାକୁ ଜାଗ୍ରତ କରିବାକୁ ଚେଷ୍ଟା କରିଛନ୍ତି।: [748, 934, 1104, 991]
question-item: (ଖ) ରାମଚନ୍ଦ୍ର ରାୟଙ୍କ ପ୍ରଧାନ ଯୋଗ ଆନ୍ତ ସଂଖ୍ୟା ଶକୋଲ।: [4, 1687, 331, 1703]
match-col-b: ଗୋପାଳ ଛୋଟରାୟ: [174, 925, 269, 941]
question-item: (ଘ) ବିଶ୍ୱବିଦ୍ୟାଳୟରେ କେଉଁସବୁ ହୁଏ?: [381, 1016, 581, 1032]
question-item: (ଘ) ଶୁଷ୍କତା: [4, 1481, 69, 1497]
question-item: (କ) ଶକ୍ତି ଦେଇ ______ ପ୍ରାଣେ ଦଣ୍ଡ ତପନ ତାପ।: [4, 513, 269, 529]
body-divider: [0, 226, 1480, 227]
question-item: (ଖ) କାଳ ଶାକ୍ତ ଅନ୍ତର୍ଗତ ନାନାଷ୍ଟ ସମୋପ୍ରାନ କରିଥିଲେ?: [4, 1131, 305, 1147]
question-item: (ଖ) ତୁମର ପ୍ରିୟ ଖେଳ: (ଉପକ୍ରମ – ପ୍ରିୟ ଖେଳର ନାମ ଓ ତା'ର ଇତିବୃତ୍ତି – ଖେଳରେ ଅନୁସୃତ ନିୟମ ଓ ପ୍ରଣାଳୀ – ଏହାର ଜନପ୍ରିୟତାର କାରଣ – ଉପସଂହାର): [381, 398, 737, 455]
question-item: (ଗ) ଉତ୍କଳୀୟ: [4, 1461, 83, 1477]
question-heading: ୨। ଶୂନ୍ୟସ୍ଥାନ ପୂରଣ କର। [1×5=5: [4, 493, 197, 509]
verse-quote: "ସବୁ ସହି ମାଟି ମା' ଯେ ଆମର ଧରି ଥାଏ କୋଳେ ଜଗତ।": [851, 893, 1001, 929]
answer-paragraph: ସାରା ଭାରତ ଭ୍ରମଣ କରି ସେ ଲୋକମାନଙ୍କୁ ଆତ୍ମବିଶ୍ୱାସ ଓ ଆତ୍ମନିର୍ଭରତାର ବାର୍ତ୍ତା ଦେଇଥିଲେ। 'ଉତ୍ତିଷ୍ଠତ ଜାଗ୍ରତ' ତାଙ୍କର ଅମର ବାଣୀ। ଯୁବକମାନଙ୍କୁ ସେ ସାହସୀ, ଚରିତ୍ରବାନ ଓ ଦେଶପ୍ରେମୀ ହେବାକୁ ଆହ୍ୱାନ ଦେଇଥିଲେ।: [1115, 1057, 1473, 1135]
question-item: (ଙ) ଷ୍ଟେଡ଼ାଙ୍କ ପୁରସ୍କାରରୁ ସମ୍ପୂର୍ଣ୍ଣ ନାଗରକଟା କିନ୍ତୁ ଜୋଗ ଧରି ଦେବ।: [4, 1790, 370, 1827]
question-item: (କ) ପଠିତ କବିତା 'ମାନସରୋବରେ ନଗାନନ'ରେ କାହାକୁ ଦର୍ଶାଯାଇଛି?: [4, 369, 340, 385]
answer-item: ୭। (କ) ସମାସ (ଖ) ଲୁପ୍ତ (ଗ) ଦେଖାଶୁଣା (ଘ) ପ୍ରଶ୍ନବାଚକ (ଙ) ଅ, ଆ: [381, 1461, 737, 1497]
